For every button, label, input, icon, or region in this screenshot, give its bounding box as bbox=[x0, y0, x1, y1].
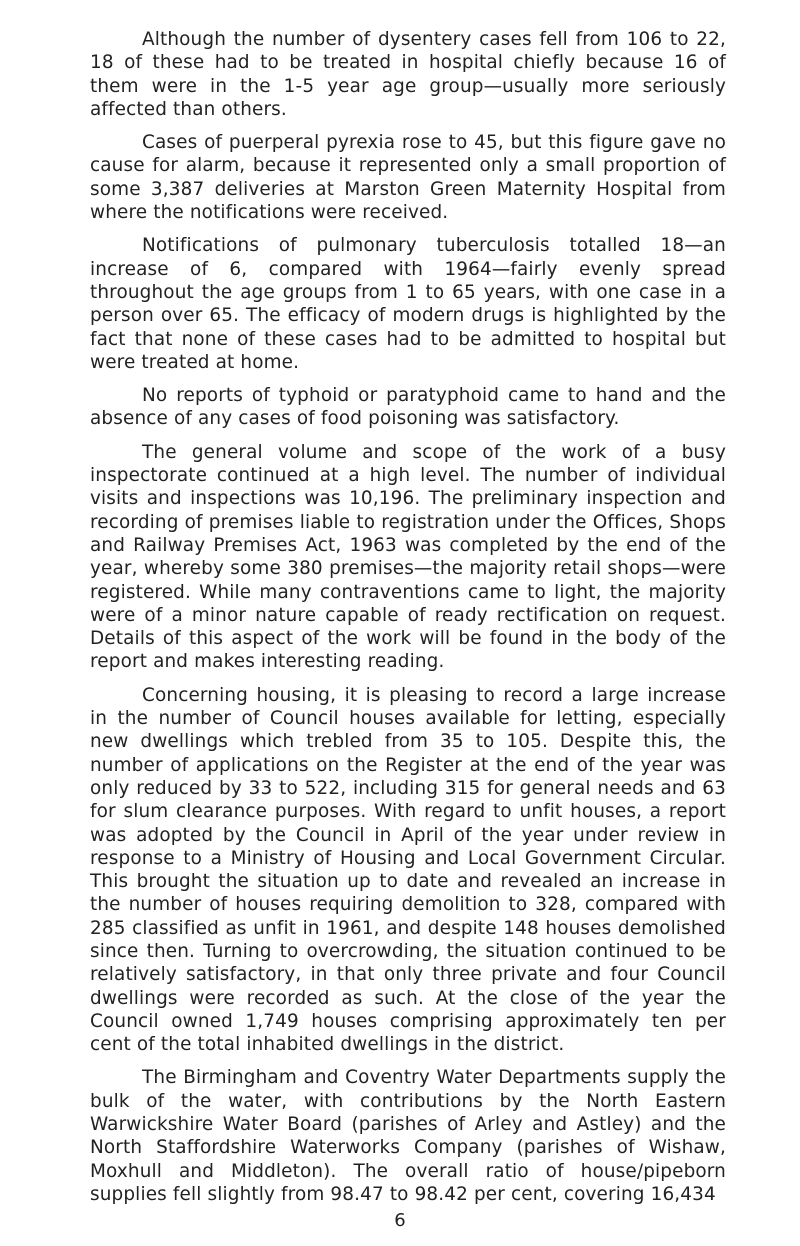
paragraph-tuberculosis: Notifications of pulmonary tuberculosis totalled 18—an increase of 6, compared with 1964—fairly evenly spread throughout the age groups from 1 to 65 years, with one case in a person over 65. The efficacy of modern drugs is highlighted by the fact that none of these cases had to be admitted to hospital but were treated at home. bbox=[90, 235, 726, 373]
page-number: 6 bbox=[394, 1210, 406, 1231]
paragraph-inspectorate: The general volume and scope of the work of a busy inspectorate continued at a high level. The number of individual visits and inspections was 10,196. The preliminary inspection and recording of premises liable to registration under the Offices, Shops and Railway Premises Act, 1963 was completed by the end of the year, whereby some 380 premises—the majority retail shops—were registered. While many contraventions came to light, the majority were of a minor nature capable of ready rectification on request. Details of this aspect of the work will be found in the body of the report and makes interesting reading. bbox=[90, 441, 726, 673]
paragraph-housing: Concerning housing, it is pleasing to record a large increase in the number of Council houses available for letting, especially new dwellings which trebled from 35 to 105. Despite this, the number of applications on the Register at the end of the year was only reduced by 33 to 522, including 315 for general needs and 63 for slum clearance purposes. With regard to unfit houses, a report was adopted by the Council in April of the year under review in response to a Ministry of Housing and Local Government Circular. This brought the situation up to date and revealed an increase in the number of houses requiring demolition to 328, compared with 285 classified as unfit in 1961, and despite 148 houses demolished since then. Turning to overcrowding, the situation continued to be relatively satisfactory, in that only three private and four Council dwellings were recorded as such. At the close of the year the Council owned 1,749 houses comprising approximately ten per cent of the total inhabited dwellings in the district. bbox=[90, 684, 726, 1056]
paragraph-dysentery: Although the number of dysentery cases fell from 106 to 22, 18 of these had to be treated in hospital chiefly because 16 of them were in the 1-5 year age group—usually more seriously affected than others. bbox=[90, 29, 726, 120]
paragraph-typhoid: No reports of typhoid or paratyphoid came to hand and the absence of any cases of food poisoning was satisfactory. bbox=[90, 385, 726, 430]
paragraph-puerperal-pyrexia: Cases of puerperal pyrexia rose to 45, but this figure gave no cause for alarm, because it represented only a small proportion of some 3,387 deliveries at Marston Green Maternity Hospital from where the notifications were received. bbox=[90, 132, 726, 224]
paragraph-water-supply: The Birmingham and Coventry Water Departments supply the bulk of the water, with contributions by the North Eastern Warwickshire Water Board (parishes of Arley and Astley) and the North Staffordshire Waterworks Company (parishes of Wishaw, Moxhull and Middleton). The overall ratio of house/pipeborn supplies fell slightly from 98.47 to 98.42 per cent, covering 16,434 bbox=[90, 1067, 726, 1205]
document-page bbox=[90, 28, 726, 1216]
